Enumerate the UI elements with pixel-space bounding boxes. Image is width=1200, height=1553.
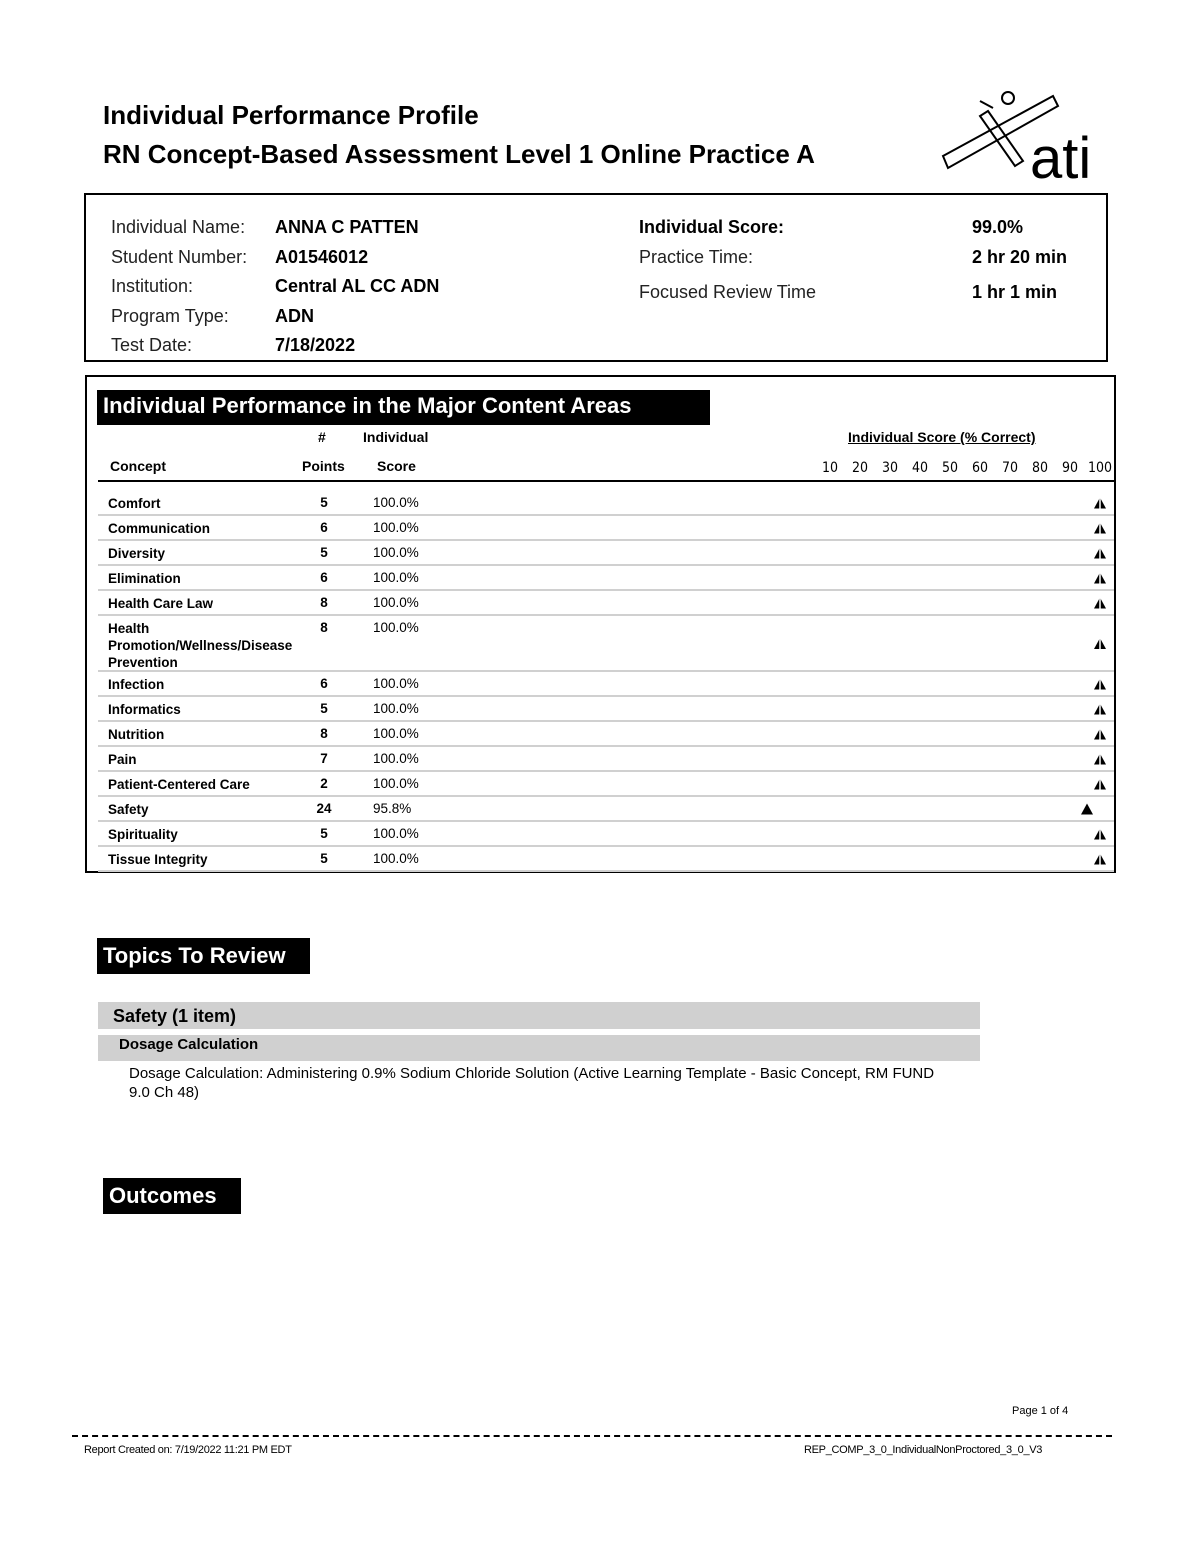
concept-score: 100.0% — [373, 701, 419, 716]
table-row — [98, 514, 1114, 541]
concept-name: Diversity — [108, 546, 166, 561]
concept-points: 24 — [316, 801, 332, 816]
test-date-label: Test Date: — [111, 335, 193, 355]
focused-review-label: Focused Review Time — [639, 282, 817, 302]
score-marker — [1093, 589, 1107, 614]
concept-points: 7 — [320, 751, 328, 766]
score-col-header: Score — [377, 458, 416, 474]
table-row — [98, 745, 1114, 772]
concept-name: Communication — [108, 521, 211, 536]
institution-value: Central AL CC ADN — [275, 276, 440, 296]
concept-name: Pain — [108, 752, 137, 767]
student-info-box — [84, 193, 1108, 362]
x-tick-label: 60 — [971, 460, 989, 476]
x-tick-label: 40 — [911, 460, 929, 476]
points-col-hash: # — [318, 429, 326, 445]
assessment-title: RN Concept-Based Assessment Level 1 Online Practice A — [103, 139, 815, 169]
score-marker — [1093, 514, 1107, 539]
concept-points: 6 — [320, 676, 328, 691]
x-tick-label: 100 — [1087, 460, 1113, 476]
name-label: Individual Name: — [111, 217, 246, 237]
concept-points: 5 — [320, 701, 328, 716]
score-marker — [1093, 720, 1107, 745]
concept-name: Elimination — [108, 571, 181, 586]
score-marker — [1093, 670, 1107, 695]
score-marker — [1093, 614, 1107, 670]
table-row — [98, 695, 1114, 722]
topic-subgroup: Dosage Calculation — [98, 1035, 980, 1061]
individual-score-label: Individual Score: — [639, 217, 785, 237]
concept-score: 95.8% — [373, 801, 412, 816]
test-date-value: 7/18/2022 — [275, 335, 356, 355]
x-tick-label: 80 — [1031, 460, 1049, 476]
program-type-label: Program Type: — [111, 306, 229, 326]
concept-score: 100.0% — [373, 620, 419, 635]
table-header-rule — [98, 480, 1114, 482]
concept-score: 100.0% — [373, 545, 419, 560]
concept-score: 100.0% — [373, 570, 419, 585]
table-row — [98, 539, 1114, 566]
table-row — [98, 795, 1114, 822]
topics-heading: Topics To Review — [97, 938, 310, 974]
topic-group-safety: Safety (1 item) — [98, 1002, 980, 1029]
concept-name: Spirituality — [108, 827, 178, 842]
concept-name: Health Promotion/Wellness/Disease Prevention — [108, 621, 293, 670]
table-row — [98, 564, 1114, 591]
concept-points: 2 — [320, 776, 328, 791]
concept-score: 100.0% — [373, 751, 419, 766]
table-row — [98, 720, 1114, 747]
x-tick-label: 20 — [851, 460, 869, 476]
score-marker — [1080, 795, 1094, 820]
table-row — [98, 589, 1114, 616]
concept-score: 100.0% — [373, 520, 419, 535]
logo-text: ati — [1030, 126, 1092, 186]
program-type-value: ADN — [275, 306, 314, 326]
score-marker — [1093, 845, 1107, 870]
concept-score: 100.0% — [373, 826, 419, 841]
concept-score: 100.0% — [373, 851, 419, 866]
page-number: Page 1 of 4 — [1012, 1405, 1069, 1417]
score-marker — [1093, 695, 1107, 720]
concept-score: 100.0% — [373, 676, 419, 691]
concept-name: Infection — [108, 677, 165, 692]
concept-score: 100.0% — [373, 595, 419, 610]
concept-name: Informatics — [108, 702, 181, 717]
table-row — [98, 820, 1114, 847]
x-tick-label: 10 — [821, 460, 839, 476]
practice-time-label: Practice Time: — [639, 247, 754, 267]
report-created: Report Created on: 7/19/2022 11:21 PM EDT — [84, 1444, 292, 1456]
concept-points: 6 — [320, 520, 328, 535]
chart-title: Individual Score (% Correct) — [848, 429, 1036, 445]
institution-label: Institution: — [111, 276, 194, 296]
points-col-header: Points — [302, 458, 345, 474]
concept-score: 100.0% — [373, 495, 419, 510]
concept-name: Nutrition — [108, 727, 165, 742]
concept-name: Comfort — [108, 496, 161, 511]
table-row — [98, 845, 1114, 872]
topic-detail: Dosage Calculation: Administering 0.9% Sodium Chloride Solution (Active Learning Template - Basic Concept, RM FUND 9.0 Ch 48) — [129, 1065, 935, 1101]
x-tick-label: 30 — [881, 460, 899, 476]
ati-logo — [938, 86, 1108, 186]
score-marker — [1093, 489, 1107, 514]
table-row — [98, 614, 1114, 672]
footer-divider — [72, 1435, 1112, 1437]
x-tick-label: 70 — [1001, 460, 1019, 476]
score-marker — [1093, 770, 1107, 795]
concept-name: Safety — [108, 802, 149, 817]
report-code: REP_COMP_3_0_IndividualNonProctored_3_0_V3 — [804, 1444, 1043, 1456]
x-tick-label: 90 — [1061, 460, 1079, 476]
concept-points: 5 — [320, 851, 328, 866]
performance-heading: Individual Performance in the Major Content Areas — [97, 390, 710, 425]
concept-name: Patient-Centered Care — [108, 777, 250, 792]
concept-points: 5 — [320, 545, 328, 560]
score-marker — [1093, 539, 1107, 564]
page-title: Individual Performance Profile — [103, 100, 479, 130]
concept-name: Health Care Law — [108, 596, 214, 611]
table-row — [98, 489, 1114, 516]
student-number-label: Student Number: — [111, 247, 248, 267]
score-marker — [1093, 745, 1107, 770]
x-tick-label: 50 — [941, 460, 959, 476]
focused-review-value: 1 hr 1 min — [972, 282, 1058, 302]
concept-points: 5 — [320, 826, 328, 841]
concept-points: 8 — [320, 595, 328, 610]
table-row — [98, 770, 1114, 797]
score-col-individual: Individual — [363, 429, 429, 445]
concept-name: Tissue Integrity — [108, 852, 208, 867]
concept-points: 5 — [320, 495, 328, 510]
concept-score: 100.0% — [373, 726, 419, 741]
concept-points: 8 — [320, 620, 328, 635]
outcomes-heading: Outcomes — [103, 1178, 241, 1214]
student-number-value: A01546012 — [275, 247, 369, 267]
concept-points: 8 — [320, 726, 328, 741]
score-marker — [1093, 820, 1107, 845]
concept-col-header: Concept — [110, 458, 166, 474]
table-row — [98, 670, 1114, 697]
concept-points: 6 — [320, 570, 328, 585]
practice-time-value: 2 hr 20 min — [972, 247, 1068, 267]
name-value: ANNA C PATTEN — [275, 217, 419, 237]
individual-score-value: 99.0% — [972, 217, 1024, 237]
score-marker — [1093, 564, 1107, 589]
concept-score: 100.0% — [373, 776, 419, 791]
